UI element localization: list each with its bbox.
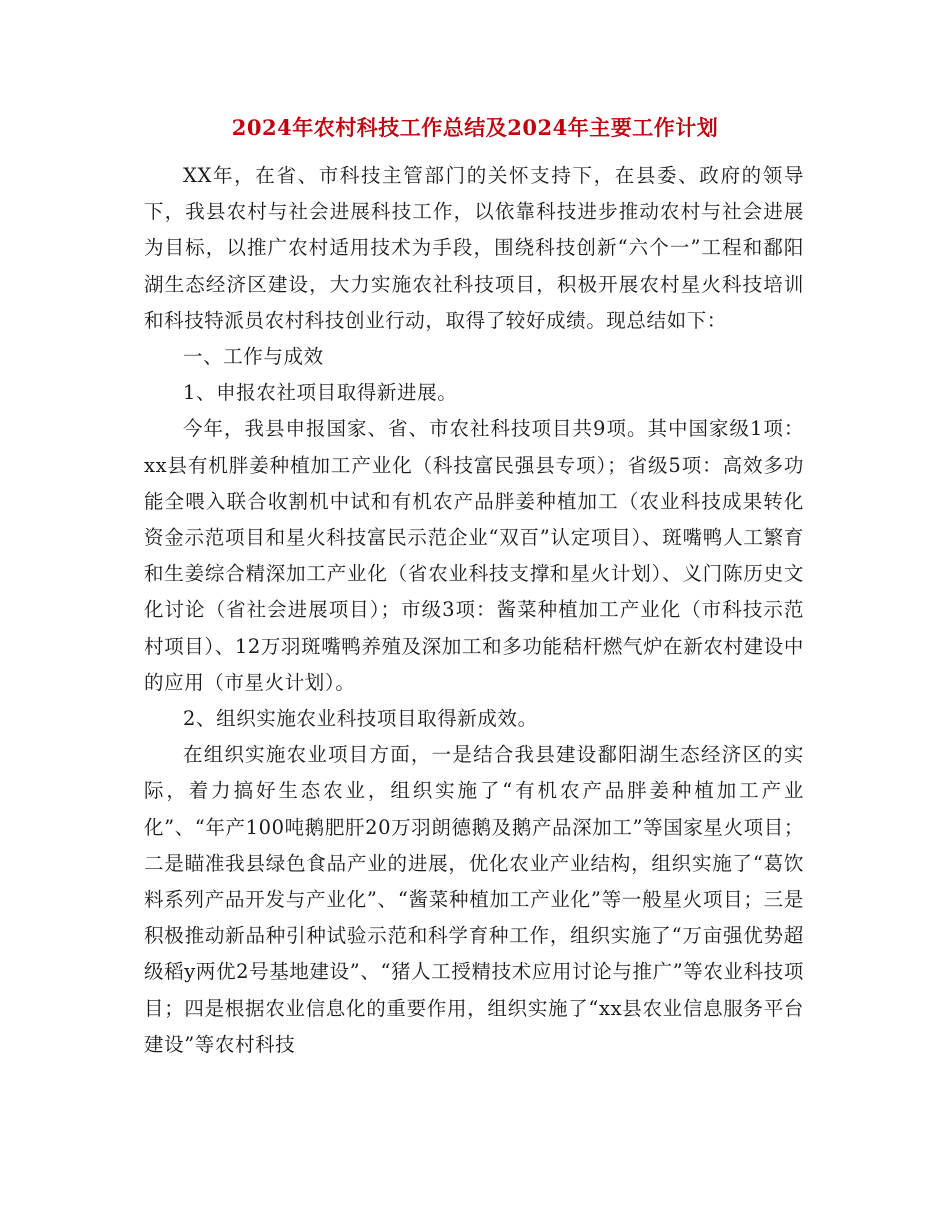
subheading-project-implementation: 2、组织实施农业科技项目取得新成效。 — [183, 707, 538, 731]
document-body — [144, 158, 804, 1063]
section-heading-work-results: 一、工作与成效 — [183, 345, 324, 369]
document-title: 2024年农村科技工作总结及2024年主要工作计划 — [231, 115, 719, 140]
subheading-project-application: 1、申报农社项目取得新进展。 — [183, 381, 458, 405]
paragraph-intro: XX年，在省、市科技主管部门的关怀支持下，在县委、政府的领导下，我县农村与社会进展科技工作，以依靠科技进步推动农村与社会进展为目标，以推广农村适用技术为手段，围绕科技创新“六个一”工程和鄱阳湖生态经济区建设，大力实施农社科技项目，积极开展农村星火科技培训和科技特派员农村科技创业行动，取得了较好成绩。现总结如下： — [144, 164, 804, 332]
paragraph-project-application: 今年，我县申报国家、省、市农社科技项目共9项。其中国家级1项：xx县有机胖姜种植加工产业化（科技富民强县专项）；省级5项：高效多功能全喂入联合收割机中试和有机农产品胖姜种植加工（农业科技成果转化资金示范项目和星火科技富民示范企业“双百”认定项目）、斑嘴鸭人工繁育和生姜综合精深加工产业化（省农业科技支撑和星火计划）、义门陈历史文化讨论（省社会进展项目）；市级3项：酱菜种植加工产业化（市科技示范村项目）、12万羽斑嘴鸭养殖及深加工和多功能秸杆燃气炉在新农村建设中的应用（市星火计划）。 — [144, 417, 804, 694]
paragraph-project-implementation: 在组织实施农业项目方面，一是结合我县建设鄱阳湖生态经济区的实际，着力搞好生态农业，组织实施了“有机农产品胖姜种植加工产业化”、“年产100吨鹅肥肝20万羽朗德鹅及鹅产品深加工”等国家星火项目；二是瞄准我县绿色食品产业的进展，优化农业产业结构，组织实施了“葛饮料系列产品开发与产业化”、“酱菜种植加工产业化”等一般星火项目；三是积极推动新品种引种试验示范和科学育种工作，组织实施了“万亩强优势超级稻y两优2号基地建设”、“猪人工授精技术应用讨论与推广”等农业科技项目；四是根据农业信息化的重要作用，组织实施了“xx县农业信息服务平台建设”等农村科技 — [144, 743, 804, 1056]
